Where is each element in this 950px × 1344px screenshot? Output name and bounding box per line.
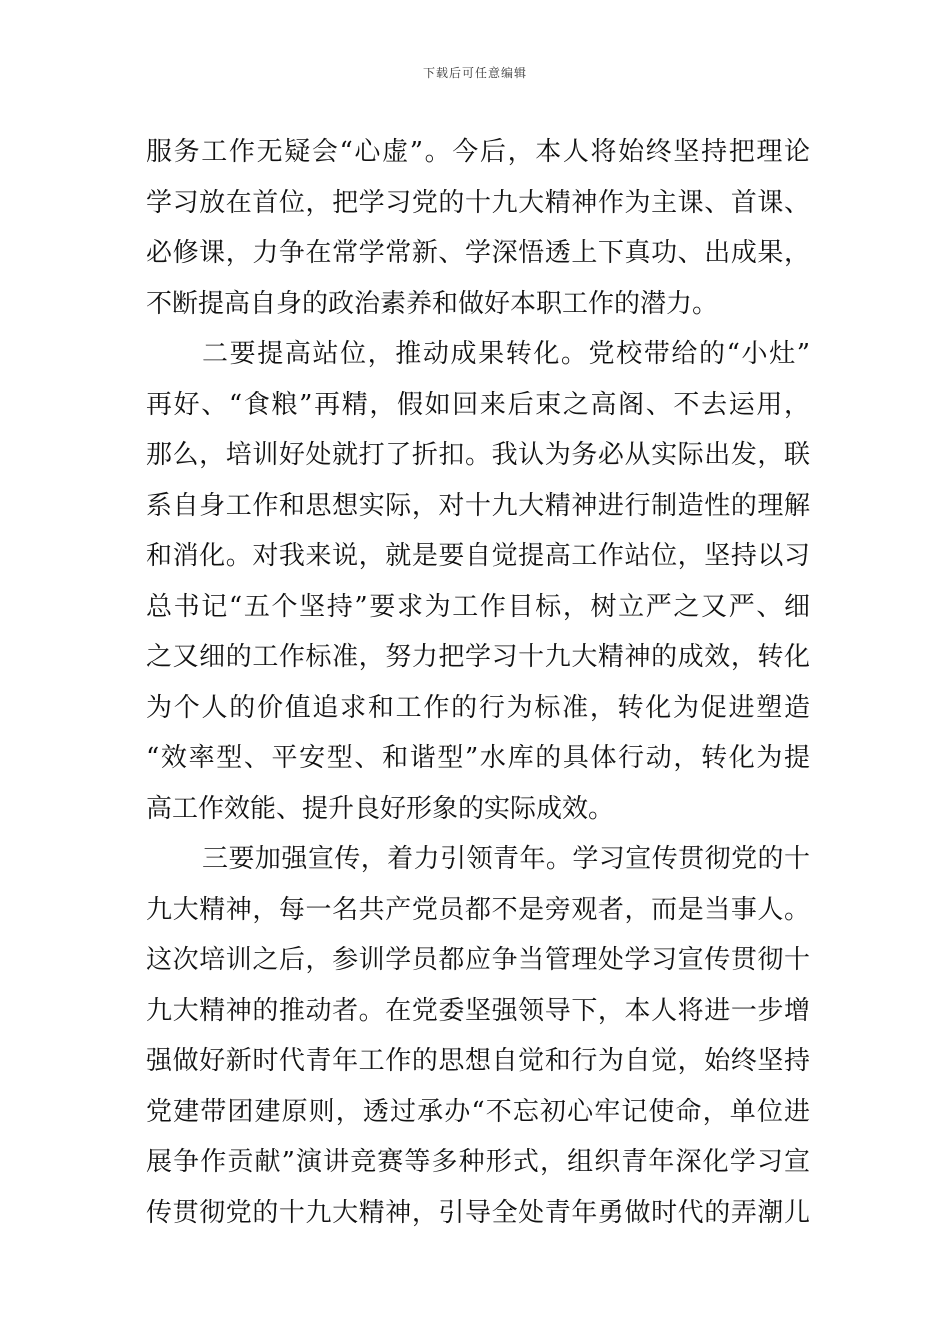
text-line: “效率型、平安型、和谐型”水库的具体行动，转化为提 <box>146 743 810 773</box>
text-line: 二要提高站位，推动成果转化。党校带给的“小灶” <box>202 339 810 369</box>
paragraph <box>146 329 810 834</box>
text-line: 高工作效能、提升良好形象的实际成效。 <box>146 793 615 824</box>
text-line: 三要加强宣传，着力引领青年。学习宣传贯彻党的十 <box>202 844 810 874</box>
text-line: 必修课，力争在常学常新、学深悟透上下真功、出成果， <box>146 238 810 268</box>
text-line: 服务工作无疑会“心虚”。今后，本人将始终坚持把理论 <box>146 137 810 167</box>
text-line: 总书记“五个坚持”要求为工作目标，树立严之又严、细 <box>146 591 810 622</box>
document-body <box>146 127 810 1238</box>
text-line: 九大精神的推动者。在党委坚强领导下，本人将进一步增 <box>146 995 810 1026</box>
text-line: 学习放在首位，把学习党的十九大精神作为主课、首课、 <box>146 187 810 218</box>
paragraph <box>146 834 810 1238</box>
paragraph <box>146 127 810 329</box>
text-line: 之又细的工作标准，努力把学习十九大精神的成效，转化 <box>146 642 810 672</box>
text-line: 不断提高自身的政治素养和做好本职工作的潜力。 <box>146 288 719 319</box>
text-line: 系自身工作和思想实际，对十九大精神进行制造性的理解 <box>146 490 810 521</box>
text-line: 为个人的价值追求和工作的行为标准，转化为促进塑造 <box>146 692 810 723</box>
text-line: 那么，培训好处就打了折扣。我认为务必从实际出发，联 <box>146 440 810 470</box>
text-line: 和消化。对我来说，就是要自觉提高工作站位，坚持以习 <box>146 541 810 571</box>
text-line: 这次培训之后，参训学员都应争当管理处学习宣传贯彻十 <box>146 945 810 975</box>
text-line: 九大精神，每一名共产党员都不是旁观者，而是当事人。 <box>146 894 810 925</box>
page-header: 下载后可任意编辑 <box>422 66 527 80</box>
text-line: 传贯彻党的十九大精神，引导全处青年勇做时代的弄潮儿 <box>146 1197 810 1228</box>
text-line: 党建带团建原则，透过承办“不忘初心牢记使命，单位进 <box>146 1096 810 1127</box>
text-line: 展争作贡献”演讲竞赛等多种形式，组织青年深化学习宣 <box>146 1147 810 1177</box>
text-line: 再好、“食粮”再精，假如回来后束之高阁、不去运用， <box>146 389 810 420</box>
text-line: 强做好新时代青年工作的思想自觉和行为自觉，始终坚持 <box>146 1046 810 1076</box>
